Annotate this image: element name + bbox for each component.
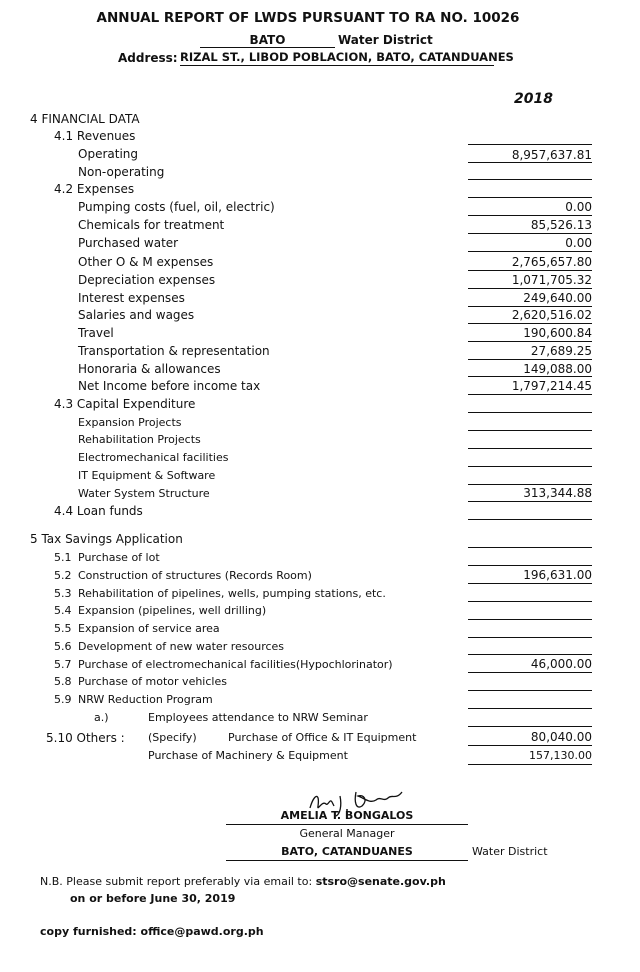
nrw-sub-num: a.) xyxy=(94,711,109,724)
signatory-location: BATO, CATANDUANES xyxy=(281,845,413,858)
tax-item-label: Expansion of service area xyxy=(78,622,220,635)
signature-rule xyxy=(226,824,468,825)
pumping-value: 0.00 xyxy=(565,200,592,214)
row-rule xyxy=(468,690,592,691)
row-rule xyxy=(468,144,592,145)
other-om-label: Other O & M expenses xyxy=(78,255,214,269)
row-rule xyxy=(468,583,592,584)
row-rule xyxy=(468,306,592,307)
row-rule xyxy=(468,270,592,271)
tax-item-value: 46,000.00 xyxy=(530,657,592,671)
row-rule xyxy=(468,197,592,198)
tax-item-label: Rehabilitation of pipelines, wells, pumping stations, etc. xyxy=(78,587,386,600)
row-rule xyxy=(468,466,592,467)
tax-item-label: Purchase of electromechanical facilities(Hypochlorinator) xyxy=(78,658,393,671)
water-system-label: Water System Structure xyxy=(78,487,210,500)
report-title: ANNUAL REPORT OF LWDS PURSUANT TO RA NO. 10026 xyxy=(96,10,520,26)
submission-note xyxy=(40,876,446,887)
tax-item-label: Purchase of motor vehicles xyxy=(78,675,227,688)
depreciation-value: 1,071,705.32 xyxy=(511,273,592,287)
tax-item-num: 5.3 xyxy=(54,587,72,600)
row-rule xyxy=(468,654,592,655)
others-num: 5.10 Others : xyxy=(46,731,125,745)
pumping-label: Pumping costs (fuel, oil, electric) xyxy=(78,200,275,214)
operating-label: Operating xyxy=(78,147,138,161)
nrw-sub-label: Employees attendance to NRW Seminar xyxy=(148,711,368,724)
row-rule xyxy=(468,726,592,727)
tax-item-num: 5.2 xyxy=(54,569,72,582)
others-item2-value: 157,130.00 xyxy=(529,749,592,762)
tax-item-num: 5.9 xyxy=(54,693,72,706)
water-system-value: 313,344.88 xyxy=(523,486,592,500)
depreciation-label: Depreciation expenses xyxy=(78,273,216,287)
deadline-note: on or before June 30, 2019 xyxy=(70,892,236,905)
row-rule xyxy=(468,251,592,252)
row-rule xyxy=(468,547,592,548)
revenues-heading: 4.1 Revenues xyxy=(54,129,136,143)
row-rule xyxy=(468,601,592,602)
travel-label: Travel xyxy=(78,326,114,340)
row-rule xyxy=(468,565,592,566)
district-underline xyxy=(200,47,335,48)
purchased-water-value: 0.00 xyxy=(565,236,592,250)
rehabilitation-label: Rehabilitation Projects xyxy=(78,433,201,446)
expansion-label: Expansion Projects xyxy=(78,416,182,429)
transport-value: 27,689.25 xyxy=(530,344,592,358)
row-rule xyxy=(468,619,592,620)
travel-value: 190,600.84 xyxy=(523,326,592,340)
signatory-position: General Manager xyxy=(299,827,395,840)
tax-item-label: NRW Reduction Program xyxy=(78,693,213,706)
note-email: stsro@senate.gov.ph xyxy=(315,875,446,888)
row-rule xyxy=(468,179,592,180)
others-item1-label: Purchase of Office & IT Equipment xyxy=(228,731,417,744)
district-name: BATO xyxy=(249,33,286,47)
others-item1-value: 80,040.00 xyxy=(530,730,592,744)
interest-value: 249,640.00 xyxy=(523,291,592,305)
tax-item-num: 5.1 xyxy=(54,551,72,564)
row-rule xyxy=(468,412,592,413)
it-equipment-label: IT Equipment & Software xyxy=(78,469,216,482)
tax-item-num: 5.4 xyxy=(54,604,72,617)
copy-furnished: copy furnished: office@pawd.org.ph xyxy=(40,925,264,938)
others-specify: (Specify) xyxy=(148,731,197,744)
row-rule xyxy=(468,484,592,485)
tax-item-label: Construction of structures (Records Room) xyxy=(78,569,312,582)
location-rule xyxy=(226,860,468,861)
row-rule xyxy=(468,233,592,234)
row-rule xyxy=(468,394,592,395)
salaries-label: Salaries and wages xyxy=(78,308,195,322)
salaries-value: 2,620,516.02 xyxy=(511,308,592,322)
tax-item-label: Expansion (pipelines, well drilling) xyxy=(78,604,267,617)
address-value: RIZAL ST., LIBOD POBLACION, BATO, CATANDUANES xyxy=(180,50,514,64)
section-financial-data: 4 FINANCIAL DATA xyxy=(30,112,140,126)
tax-item-label: Purchase of lot xyxy=(78,551,160,564)
others-item2-label: Purchase of Machinery & Equipment xyxy=(148,749,348,762)
operating-value: 8,957,637.81 xyxy=(511,148,592,162)
row-rule xyxy=(468,162,592,163)
tax-item-num: 5.6 xyxy=(54,640,72,653)
net-income-label: Net Income before income tax xyxy=(78,379,261,393)
interest-label: Interest expenses xyxy=(78,291,185,305)
row-rule xyxy=(468,359,592,360)
non-operating-label: Non-operating xyxy=(78,165,165,179)
row-rule xyxy=(468,323,592,324)
row-rule xyxy=(468,708,592,709)
tax-item-label: Development of new water resources xyxy=(78,640,285,653)
year-header: 2018 xyxy=(514,91,553,107)
row-rule xyxy=(468,637,592,638)
chemicals-value: 85,526.13 xyxy=(530,218,592,232)
row-rule xyxy=(468,341,592,342)
loan-funds-heading: 4.4 Loan funds xyxy=(54,504,143,518)
row-rule xyxy=(468,430,592,431)
tax-item-num: 5.5 xyxy=(54,622,72,635)
expenses-heading: 4.2 Expenses xyxy=(54,182,135,196)
row-rule xyxy=(468,501,592,502)
tax-item-num: 5.8 xyxy=(54,675,72,688)
row-rule xyxy=(468,448,592,449)
capex-heading: 4.3 Capital Expenditure xyxy=(54,397,196,411)
honoraria-value: 149,088.00 xyxy=(523,362,592,376)
row-rule xyxy=(468,672,592,673)
transport-label: Transportation & representation xyxy=(78,344,270,358)
note-prefix: N.B. Please submit report preferably via email to: xyxy=(40,875,316,888)
row-rule xyxy=(468,288,592,289)
address-underline xyxy=(180,65,494,66)
other-om-value: 2,765,657.80 xyxy=(511,255,592,269)
row-rule xyxy=(468,376,592,377)
signatory-suffix: Water District xyxy=(472,845,548,858)
signatory-name: AMELIA T. BONGALOS xyxy=(280,809,414,822)
honoraria-label: Honoraria & allowances xyxy=(78,362,221,376)
tax-item-num: 5.7 xyxy=(54,658,72,671)
chemicals-label: Chemicals for treatment xyxy=(78,218,225,232)
row-rule xyxy=(468,519,592,520)
section-tax-savings: 5 Tax Savings Application xyxy=(30,532,183,546)
district-suffix: Water District xyxy=(338,33,433,47)
row-rule xyxy=(468,215,592,216)
electromech-label: Electromechanical facilities xyxy=(78,451,229,464)
net-income-value: 1,797,214.45 xyxy=(511,379,592,393)
tax-item-value: 196,631.00 xyxy=(523,568,592,582)
address-label: Address: xyxy=(118,51,178,65)
row-rule xyxy=(468,745,592,746)
row-rule xyxy=(468,764,592,765)
purchased-water-label: Purchased water xyxy=(78,236,179,250)
